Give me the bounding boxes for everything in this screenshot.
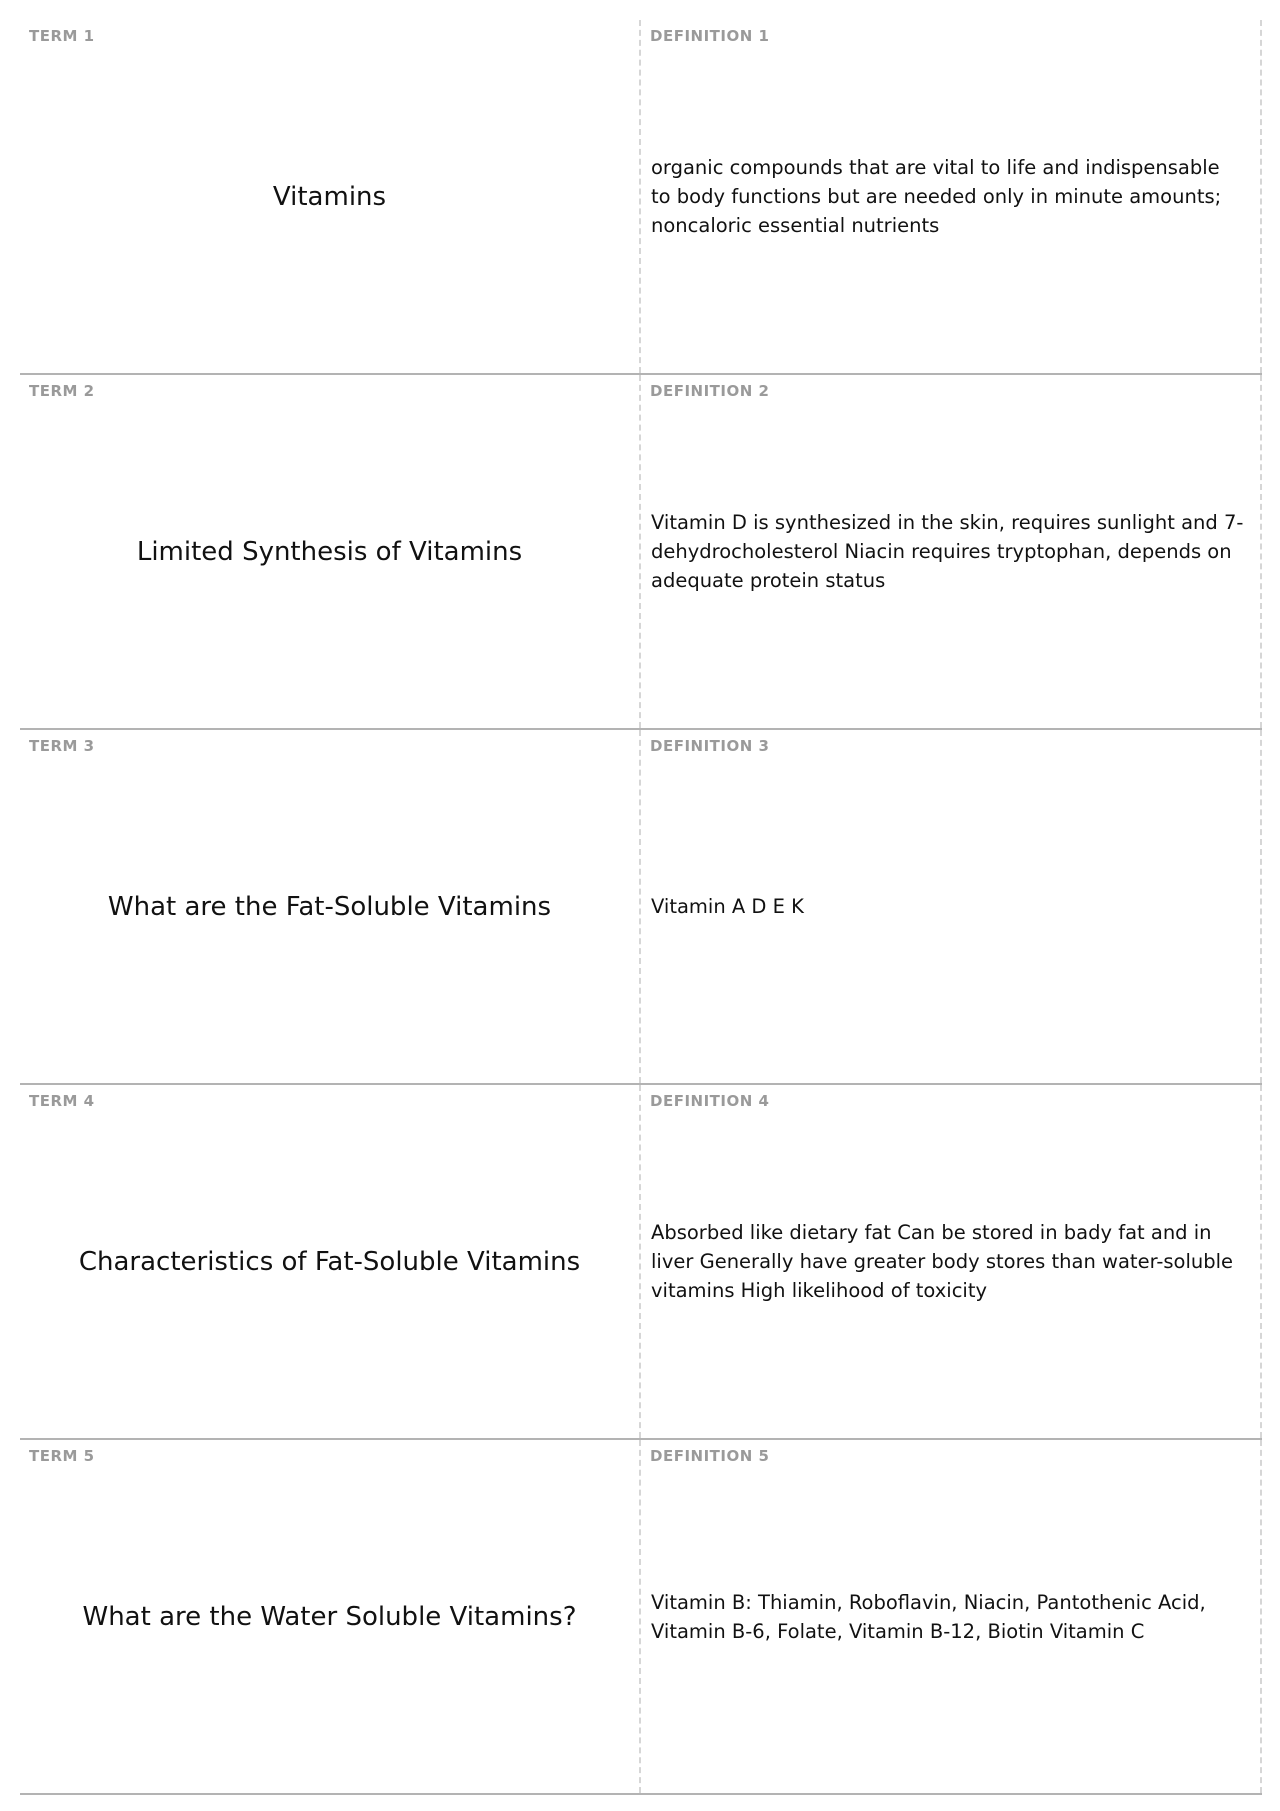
definition-cell — [641, 730, 1262, 1083]
flashcard-row — [20, 1085, 1262, 1440]
flashcard-row — [20, 20, 1262, 375]
term-cell — [20, 1440, 641, 1793]
definition-text: organic compounds that are vital to life and indispensable to body functions but are needed only in minute amounts; noncaloric essential nutrients — [651, 156, 1222, 237]
term-text: What are the Fat-Soluble Vitamins — [107, 891, 552, 922]
term-label: TERM 4 — [29, 1092, 95, 1110]
term-text: Vitamins — [272, 181, 387, 212]
term-cell — [20, 1085, 641, 1438]
definition-label: DEFINITION 2 — [650, 382, 770, 400]
definition-text: Vitamin D is synthesized in the skin, requires sunlight and 7-dehydrocholesterol Niacin requires tryptophan, depends on adequate protein status — [651, 511, 1244, 592]
term-cell — [20, 20, 641, 373]
term-label: TERM 3 — [29, 737, 95, 755]
definition-text: Absorbed like dietary fat Can be stored in bady fat and in liver Generally have greater body stores than water-soluble vitamins High likelihood of toxicity — [651, 1221, 1234, 1302]
term-text: Characteristics of Fat-Soluble Vitamins — [78, 1246, 581, 1277]
flashcard-sheet — [20, 20, 1262, 1795]
flashcard-row — [20, 1440, 1262, 1795]
term-text: What are the Water Soluble Vitamins? — [82, 1601, 577, 1632]
definition-text: Vitamin A D E K — [651, 895, 804, 918]
term-label: TERM 1 — [29, 27, 95, 45]
term-cell — [20, 730, 641, 1083]
definition-text: Vitamin B: Thiamin, Roboflavin, Niacin, Pantothenic Acid, Vitamin B-6, Folate, Vitamin B-12, Biotin Vitamin C — [651, 1590, 1206, 1643]
definition-label: DEFINITION 4 — [650, 1092, 770, 1110]
definition-cell — [641, 375, 1262, 728]
definition-label: DEFINITION 5 — [650, 1447, 770, 1465]
flashcard-row — [20, 375, 1262, 730]
definition-cell — [641, 1085, 1262, 1438]
term-text: Limited Synthesis of Vitamins — [136, 536, 523, 567]
flashcard-row — [20, 730, 1262, 1085]
definition-cell — [641, 1440, 1262, 1793]
term-cell — [20, 375, 641, 728]
term-label: TERM 2 — [29, 382, 95, 400]
definition-cell — [641, 20, 1262, 373]
term-label: TERM 5 — [29, 1447, 95, 1465]
definition-label: DEFINITION 1 — [650, 27, 770, 45]
definition-label: DEFINITION 3 — [650, 737, 770, 755]
